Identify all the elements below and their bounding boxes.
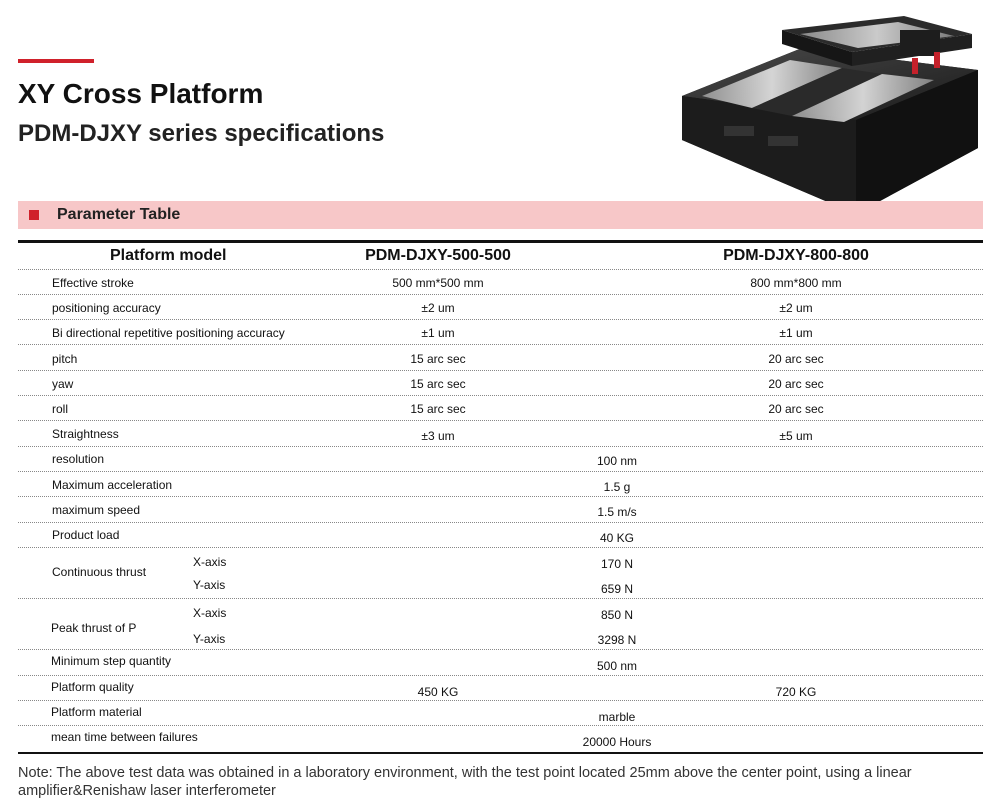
row-divider bbox=[18, 471, 983, 472]
header-platform-model: Platform model bbox=[110, 247, 227, 264]
row-divider bbox=[18, 700, 983, 701]
row-divider bbox=[18, 319, 983, 320]
row-divider bbox=[18, 598, 983, 599]
cell-minimum-step: 500 nm bbox=[596, 659, 638, 673]
cell-platform-material: marble bbox=[598, 710, 636, 724]
cell-product-load: 40 KG bbox=[599, 531, 635, 545]
row-divider bbox=[18, 725, 983, 726]
cell-500-positioning-accuracy: ±2 um bbox=[421, 301, 455, 315]
row-divider bbox=[18, 395, 983, 396]
continuous-thrust-x-label: X-axis bbox=[193, 555, 227, 569]
row-label-maximum-speed: maximum speed bbox=[52, 503, 141, 517]
row-label-yaw: yaw bbox=[52, 377, 74, 391]
row-label-mtbf: mean time between failures bbox=[51, 730, 198, 744]
cell-mtbf: 20000 Hours bbox=[582, 735, 652, 749]
peak-thrust-x-value: 850 N bbox=[600, 608, 634, 622]
row-label-resolution: resolution bbox=[52, 452, 105, 466]
peak-thrust-y-value: 3298 N bbox=[597, 633, 637, 647]
cell-800-platform-quality: 720 KG bbox=[775, 685, 817, 699]
row-label-product-load: Product load bbox=[52, 528, 120, 542]
cell-500-pitch: 15 arc sec bbox=[410, 352, 466, 366]
cell-500-effective-stroke: 500 mm*500 mm bbox=[392, 276, 484, 290]
continuous-thrust-y-value: 659 N bbox=[600, 582, 634, 596]
continuous-thrust-x-value: 170 N bbox=[600, 557, 634, 571]
cell-500-yaw: 15 arc sec bbox=[410, 377, 466, 391]
row-label-peak-thrust: Peak thrust of P bbox=[51, 621, 137, 635]
row-label-pitch: pitch bbox=[52, 352, 78, 366]
cell-800-pitch: 20 arc sec bbox=[768, 352, 824, 366]
row-label-roll: roll bbox=[52, 402, 69, 416]
row-label-minimum-step: Minimum step quantity bbox=[51, 654, 172, 668]
row-label-straightness: Straightness bbox=[52, 427, 119, 441]
row-divider bbox=[18, 294, 983, 295]
footnote: Note: The above test data was obtained in a laboratory environment, with the test point located 25mm above the center point, using a linear amplifier&Renishaw laser interferometer bbox=[18, 765, 912, 799]
cell-500-straightness: ±3 um bbox=[421, 429, 455, 443]
row-divider bbox=[18, 370, 983, 371]
peak-thrust-y-label: Y-axis bbox=[193, 632, 226, 646]
cell-800-roll: 20 arc sec bbox=[768, 402, 824, 416]
cell-resolution: 100 nm bbox=[596, 454, 638, 468]
peak-thrust-x-label: X-axis bbox=[193, 606, 227, 620]
cell-maximum-speed: 1.5 m/s bbox=[597, 505, 637, 519]
table-bottom-rule bbox=[18, 752, 983, 754]
cell-800-bidirectional-repeatability: ±1 um bbox=[779, 326, 813, 340]
row-label-positioning-accuracy: positioning accuracy bbox=[52, 301, 161, 315]
row-divider bbox=[18, 269, 983, 270]
cell-500-platform-quality: 450 KG bbox=[417, 685, 459, 699]
cell-800-straightness: ±5 um bbox=[779, 429, 813, 443]
cell-500-roll: 15 arc sec bbox=[410, 402, 466, 416]
cell-800-yaw: 20 arc sec bbox=[768, 377, 824, 391]
row-label-platform-quality: Platform quality bbox=[51, 680, 134, 694]
row-label-bidirectional-repeatability: Bi directional repetitive positioning accuracy bbox=[52, 326, 285, 340]
cell-800-positioning-accuracy: ±2 um bbox=[779, 301, 813, 315]
page-subtitle: PDM-DJXY series specifications bbox=[18, 120, 385, 147]
header-model-500: PDM-DJXY-500-500 bbox=[365, 247, 511, 264]
row-label-maximum-acceleration: Maximum acceleration bbox=[52, 478, 173, 492]
section-title: Parameter Table bbox=[57, 206, 181, 223]
row-label-effective-stroke: Effective stroke bbox=[52, 276, 134, 290]
accent-bar bbox=[18, 59, 94, 63]
xy-platform-product-image bbox=[672, 8, 984, 220]
row-label-platform-material: Platform material bbox=[51, 705, 142, 719]
cell-500-bidirectional-repeatability: ±1 um bbox=[421, 326, 455, 340]
row-divider bbox=[18, 675, 983, 676]
row-divider bbox=[18, 522, 983, 523]
row-divider bbox=[18, 344, 983, 345]
row-divider bbox=[18, 649, 983, 650]
row-divider bbox=[18, 547, 983, 548]
row-divider bbox=[18, 420, 983, 421]
page-title: XY Cross Platform bbox=[18, 78, 264, 109]
header-model-800: PDM-DJXY-800-800 bbox=[723, 247, 869, 264]
row-divider bbox=[18, 496, 983, 497]
continuous-thrust-y-label: Y-axis bbox=[193, 578, 226, 592]
cell-800-effective-stroke: 800 mm*800 mm bbox=[750, 276, 842, 290]
table-top-rule bbox=[18, 240, 983, 243]
cell-maximum-acceleration: 1.5 g bbox=[603, 480, 631, 494]
row-label-continuous-thrust: Continuous thrust bbox=[52, 565, 147, 579]
row-divider bbox=[18, 446, 983, 447]
section-marker bbox=[29, 210, 39, 220]
